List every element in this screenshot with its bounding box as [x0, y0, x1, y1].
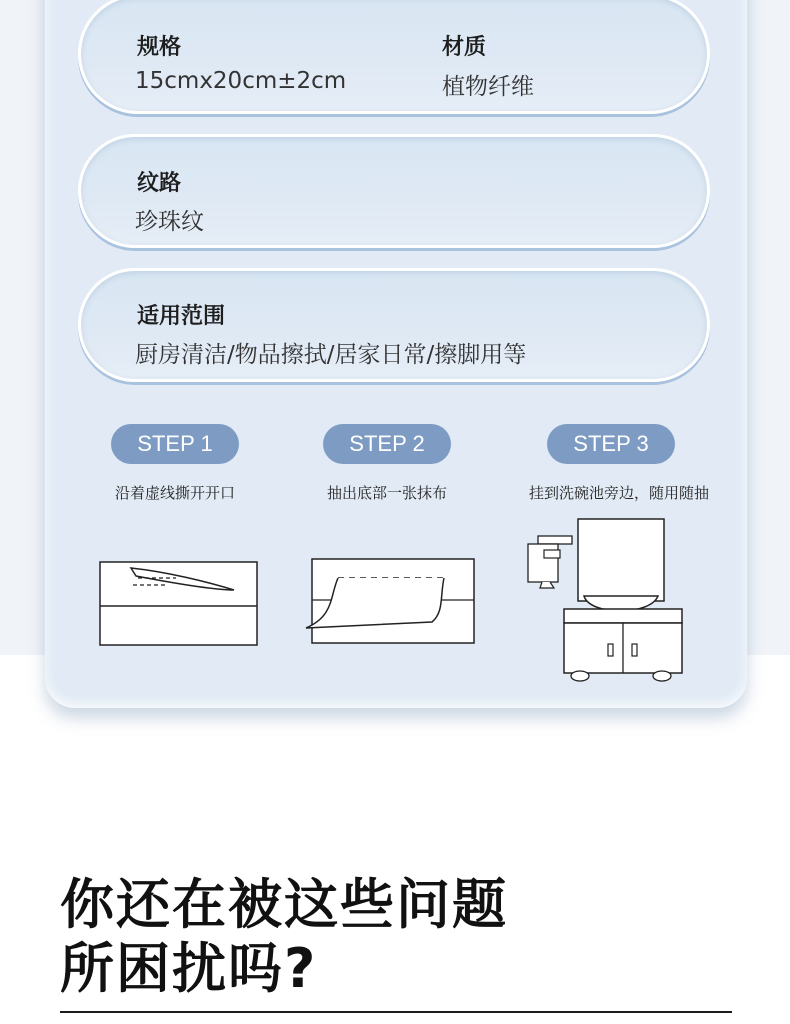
divider-line — [60, 1011, 732, 1013]
step-2-badge: STEP 2 — [323, 424, 451, 464]
spec-label-texture: 纹路 — [137, 171, 182, 196]
step-3-description: 挂到洗碗池旁边，随用随抽 — [528, 484, 709, 502]
spec-value-texture: 珍珠纹 — [135, 209, 204, 235]
spec-value-size: 15cmx20cm±2cm — [135, 68, 347, 94]
step-3-badge: STEP 3 — [547, 424, 675, 464]
spec-label-size: 规格 — [137, 35, 182, 60]
step-2-description: 抽出底部一张抹布 — [326, 484, 447, 502]
spec-label-material: 材质 — [442, 35, 487, 60]
sink-cabinet-icon — [520, 516, 690, 686]
tear-box-icon — [98, 560, 260, 648]
pull-cloth-icon — [304, 556, 476, 648]
step-1-badge: STEP 1 — [111, 424, 239, 464]
spec-label-usage: 适用范围 — [137, 304, 226, 329]
spec-value-usage: 厨房清洁/物品擦拭/居家日常/擦脚用等 — [135, 342, 527, 368]
question-heading-line-1: 你还在被这些问题 — [60, 873, 508, 936]
question-heading-line-2: 所困扰吗? — [60, 937, 318, 1000]
step-1-description: 沿着虚线撕开开口 — [114, 484, 235, 502]
spec-value-material: 植物纤维 — [442, 74, 534, 100]
